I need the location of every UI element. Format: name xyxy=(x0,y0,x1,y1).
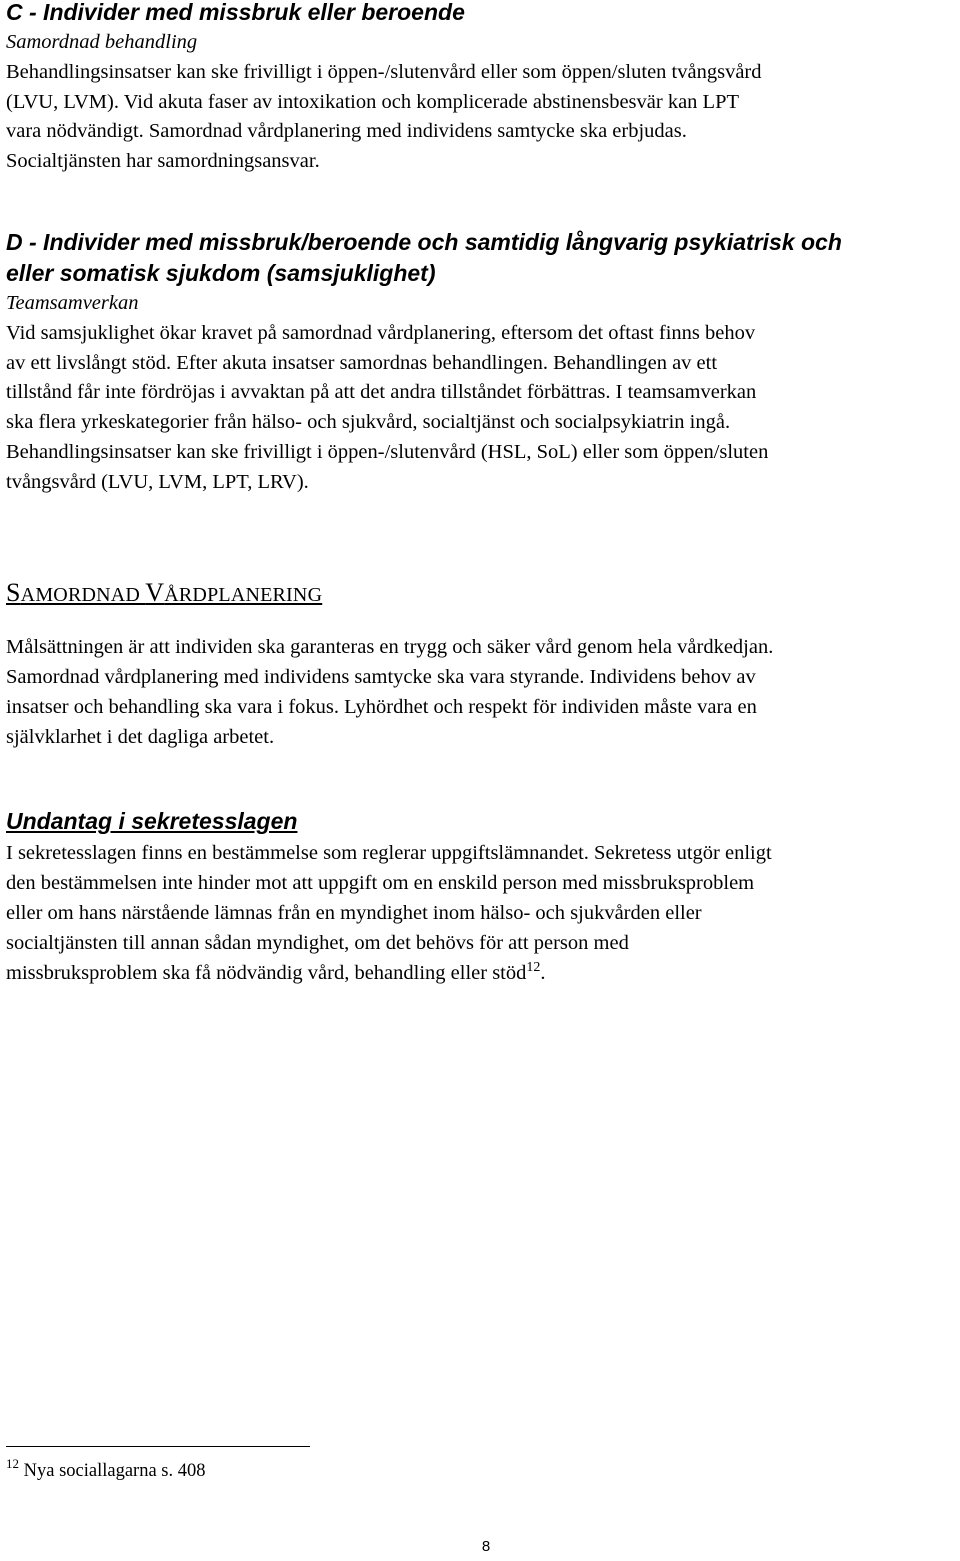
text-line: missbruksproblem ska få nödvändig vård, behandling eller stöd xyxy=(6,961,527,984)
page-number xyxy=(0,1538,960,1556)
page-number-text: 8 xyxy=(481,1538,491,1555)
footnote-reference[interactable]: 12 xyxy=(526,959,541,975)
text-line: av ett livslångt stöd. Efter akuta insatser samordnas behandlingen. Behandlingen av ett xyxy=(6,351,718,374)
text-line: (LVU, LVM). Vid akuta faser av intoxikation och komplicerade abstinensbesvär kan LPT xyxy=(6,90,739,113)
line-end: . xyxy=(540,961,546,984)
section-c-paragraph xyxy=(6,58,958,177)
footnote xyxy=(6,1458,205,1484)
text-line: tvångsvård (LVU, LVM, LPT, LRV). xyxy=(6,470,309,493)
text-line: Behandlingsinsatser kan ske frivilligt i öppen-/slutenvård eller som öppen/sluten tvångsvård xyxy=(6,60,762,83)
section-d-heading xyxy=(6,227,958,289)
text-line: Socialtjänsten har samordningsansvar. xyxy=(6,150,320,173)
section-d-subheading: Teamsamverkan xyxy=(6,291,139,314)
text-line: Vid samsjuklighet ökar kravet på samordnad vårdplanering, eftersom det oftast finns behov xyxy=(6,321,756,344)
text-line: eller om hans närstående lämnas från en myndighet inom hälso- och sjukvården eller xyxy=(6,901,702,924)
text-line: den bestämmelsen inte hinder mot att uppgift om en enskild person med missbruksproblem xyxy=(6,872,755,895)
section-c xyxy=(6,0,958,177)
text-line: självklarhet i det dagliga arbetet. xyxy=(6,725,275,748)
section-samordnad-vardplanering xyxy=(6,576,958,753)
heading-initial: S xyxy=(6,577,21,607)
section-c-subheading: Samordnad behandling xyxy=(6,31,198,53)
samordnad-vardplanering-heading xyxy=(6,576,958,612)
text-line: insatser och behandling ska vara i fokus. Lyhördhet och respekt för individen måste vara en xyxy=(6,695,757,718)
section-c-heading: C - Individer med missbruk eller beroende xyxy=(6,0,465,25)
heading-line: D - Individer med missbruk/beroende och samtidig långvarig psykiatrisk och xyxy=(6,228,842,255)
samordnad-vardplanering-paragraph xyxy=(6,633,958,752)
heading-initial: V xyxy=(145,577,165,607)
text-line: tillstånd får inte fördröjas i avvaktan på att det andra tillståndet förbättras. I teamsamverkan xyxy=(6,381,757,404)
heading-smallcaps: AMORDNAD xyxy=(20,583,146,606)
footnote-number: 12 xyxy=(6,1456,19,1471)
footnote-separator xyxy=(6,1446,310,1447)
text-line: ska flera yrkeskategorier från hälso- och sjukvård, socialtjänst och socialpsykiatrin ingå. xyxy=(6,411,731,434)
text-line: Samordnad vårdplanering med individens samtycke ska vara styrande. Individens behov av xyxy=(6,665,756,688)
section-d-paragraph xyxy=(6,319,958,498)
text-line: I sekretesslagen finns en bestämmelse som reglerar uppgiftslämnandet. Sekretess utgör enligt xyxy=(6,842,772,865)
text-line: vara nödvändigt. Samordnad vårdplanering med individens samtycke ska erbjudas. xyxy=(6,120,687,143)
text-line: Behandlingsinsatser kan ske frivilligt i öppen-/slutenvård (HSL, SoL) eller som öppen/sluten xyxy=(6,440,769,463)
heading-smallcaps: ÅRDPLANERING xyxy=(164,583,323,606)
undantag-paragraph xyxy=(6,839,958,988)
section-d xyxy=(6,227,958,498)
section-undantag xyxy=(6,805,958,988)
text-line: Målsättningen är att individen ska garanteras en trygg och säker vård genom hela vårdkedjan. xyxy=(6,636,774,659)
text-line: socialtjänsten till annan sådan myndighet, om det behövs för att person med xyxy=(6,931,629,954)
undantag-heading: Undantag i sekretesslagen xyxy=(6,808,298,835)
document-body xyxy=(6,0,958,988)
footnote-text: Nya sociallagarna s. 408 xyxy=(19,1461,206,1481)
heading-line: eller somatisk sjukdom (samsjuklighet) xyxy=(6,259,436,286)
